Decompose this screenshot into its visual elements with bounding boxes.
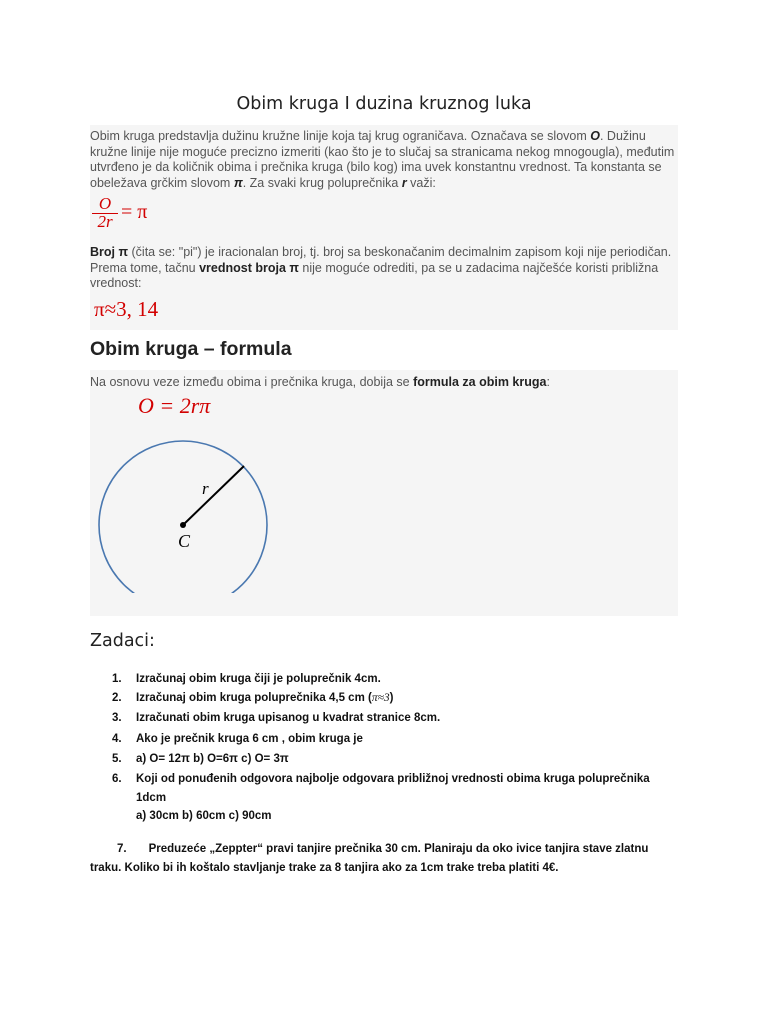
list-text: Izračunaj obim kruga čiji je poluprečnik 4cm. [136, 673, 381, 685]
fraction-numerator: O [92, 196, 118, 214]
list-text: a) 30cm b) 60cm c) 90cm [136, 810, 272, 822]
section-text-1: Na osnovu veze između obima i prečnika kruga, dobija se [90, 375, 414, 389]
pi-paragraph [90, 245, 678, 292]
section-paragraph [90, 375, 678, 391]
pi-text-1: (čita se: "pi") je iracionalan broj, tj. broj sa beskonačanim decimalnim zapisom koji nije periodičan. Prema tome, tačnu [90, 245, 672, 275]
circle-diagram [98, 418, 273, 593]
section-heading: Obim kruga – formula [90, 338, 292, 360]
list-text-part: Izračunaj obim kruga poluprečnika 4,5 cm ( [136, 692, 372, 704]
symbol-pi: π [233, 175, 243, 190]
formula-ratio-rhs: = π [121, 201, 148, 223]
pi-bold-2: vrednost broja π [199, 260, 299, 275]
pi-bold-1: Broj π [90, 245, 129, 259]
pi-text-2: nije moguće odrediti, pa se u zadacima najčešće koristi približna vrednost: [90, 260, 659, 290]
symbol-o: O [590, 129, 600, 143]
page-title: Obim kruga I duzina kruznog luka [236, 94, 532, 114]
circle-outline [99, 441, 267, 593]
pi-approx-inline: π≈3 [371, 692, 390, 704]
formula-pi-approx: π≈3, 14 [94, 297, 159, 321]
intro-text-4: važi: [406, 175, 436, 190]
list-text-part: ) [389, 692, 394, 704]
list-text: Izračunati obim kruga upisanog u kvadrat stranice 8cm. [136, 712, 441, 724]
fraction-denominator: 2r [97, 212, 113, 231]
list-text: a) O= 12π b) O=6π c) O= 3π [136, 753, 289, 765]
section-text-2: : [546, 375, 550, 389]
list-number: 3. [112, 712, 122, 724]
formula-circumference-text: O = 2rπ [138, 393, 211, 418]
center-label: C [178, 531, 191, 551]
list-number: 2. [112, 692, 122, 704]
list-number: 5. [112, 753, 122, 765]
radius-line [183, 466, 244, 525]
list-number: 4. [112, 733, 122, 745]
tasks-title: Zadaci: [90, 631, 155, 651]
task-7 [90, 840, 680, 878]
intro-text-1: Obim kruga predstavlja dužinu kružne linije koja taj krug ograničava. Označava se slovom [90, 129, 591, 143]
intro-paragraph [90, 129, 678, 191]
formula-ratio-fraction [92, 196, 118, 230]
list-text: Ako je prečnik kruga 6 cm , obim kruga je [136, 733, 363, 745]
task-7-text: Preduzeće „Zeppter“ pravi tanjire prečnika 30 cm. Planiraju da oko ivice tanjira stave zlatnu traku. Koliko bi ih koštalo stavljanje trake za 8 tanjira ako za 1cm trake treba platiti 4€. [90, 843, 649, 874]
list-number: 6. [112, 773, 122, 785]
intro-text-2: . Dužinu kružne linije nije moguće precizno izmeriti (kao što je to slučaj sa stranicama nekog mnogougla), međutim utvrđeno je da količnik obima i prečnika kruga (bilo kog) ima uvek konstantnu vrednost. Ta konstanta se obeležava grčkim slovom [90, 129, 675, 190]
list-text [136, 689, 664, 708]
section-bold: formula za obim kruga [413, 375, 547, 389]
intro-text-3: . Za svaki krug poluprečnika [242, 175, 402, 190]
list-text: Koji od ponuđenih odgovora najbolje odgovara približnoj vrednosti obima kruga poluprečnika 1dcm [136, 773, 650, 804]
radius-label: r [202, 479, 209, 498]
formula-circumference [138, 393, 210, 419]
list-number: 1. [112, 673, 122, 685]
symbol-r: r [401, 175, 407, 190]
task-7-number: 7. [117, 843, 127, 855]
center-point [180, 522, 186, 528]
